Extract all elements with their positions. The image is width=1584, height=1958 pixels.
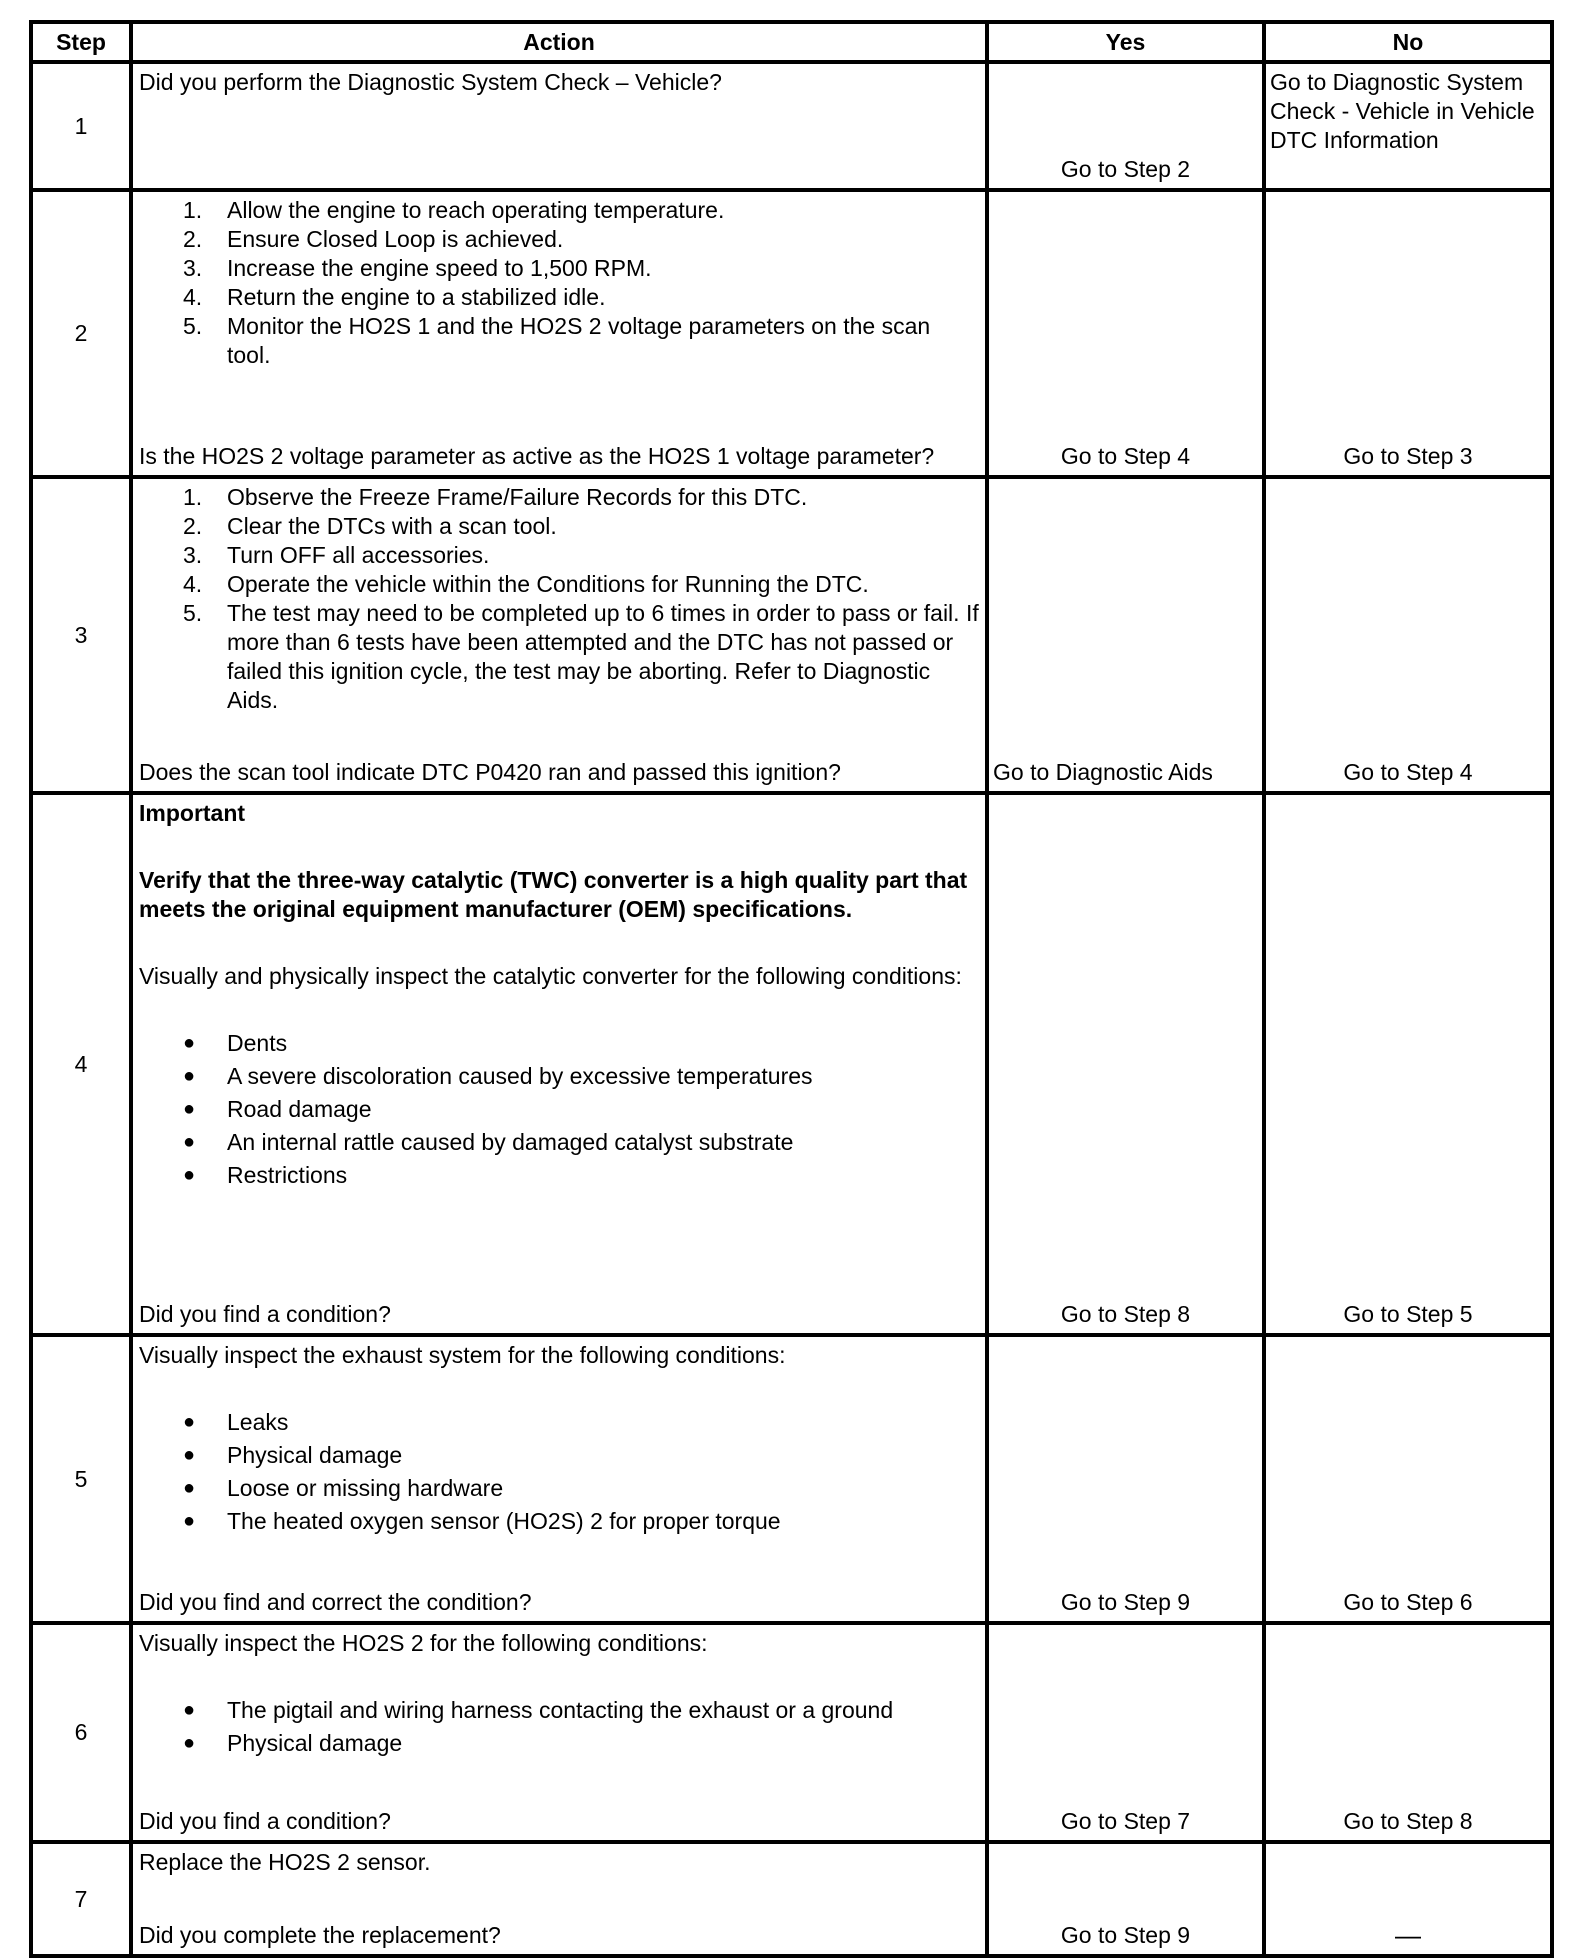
list-item: 4. Return the engine to a stabilized idle. <box>183 284 606 310</box>
action-cell <box>131 1335 987 1623</box>
list-item: ● Restrictions <box>183 1162 348 1188</box>
list-item: ● An internal rattle caused by damaged catalyst substrate <box>183 1129 794 1155</box>
diagnostic-table <box>29 20 1554 1958</box>
step-number: 7 <box>31 1842 131 1956</box>
yes-cell: Go to Step 9 <box>987 1335 1264 1623</box>
list-item: 1. Observe the Freeze Frame/Failure Records for this DTC. <box>183 484 808 510</box>
header-no: No <box>1264 22 1552 62</box>
action-cell <box>131 62 987 190</box>
intro-text: Visually inspect the HO2S 2 for the following conditions: <box>139 1630 708 1656</box>
list-item: 3. Increase the engine speed to 1,500 RPM. <box>183 255 652 281</box>
question-text: Did you find a condition? <box>139 1301 391 1327</box>
no-cell: — <box>1264 1842 1552 1956</box>
header-row <box>31 22 1552 62</box>
list-item: 4. Operate the vehicle within the Conditions for Running the DTC. <box>183 571 869 597</box>
table-row <box>31 1335 1552 1623</box>
list-item: ● Dents <box>183 1030 288 1056</box>
table-row <box>31 793 1552 1335</box>
no-cell: Go to Step 4 <box>1264 477 1552 793</box>
header-yes: Yes <box>987 22 1264 62</box>
step-number: 5 <box>31 1335 131 1623</box>
question-text: Did you perform the Diagnostic System Check – Vehicle? <box>139 69 722 95</box>
action-cell <box>131 477 987 793</box>
list-item: ● Leaks <box>183 1409 289 1435</box>
yes-cell: Go to Step 4 <box>987 190 1264 477</box>
table-row <box>31 62 1552 190</box>
question-text: Did you find a condition? <box>139 1808 391 1834</box>
question-text: Did you find and correct the condition? <box>139 1589 532 1615</box>
table-row <box>31 477 1552 793</box>
important-label: Important <box>139 800 246 826</box>
yes-cell: Go to Step 7 <box>987 1623 1264 1842</box>
action-cell <box>131 1623 987 1842</box>
step-number: 3 <box>31 477 131 793</box>
step-number: 2 <box>31 190 131 477</box>
list-item: 5. The test may need to be completed up to 6 times in order to pass or fail. If more than 6 tests have been attempted and the DTC has not passed or failed this ignition cycle, the test may be aborting. Refer to Diagnostic Aids. <box>183 600 979 713</box>
list-item: 1. Allow the engine to reach operating temperature. <box>183 197 725 223</box>
no-cell: Go to Step 8 <box>1264 1623 1552 1842</box>
header-action: Action <box>131 22 987 62</box>
no-cell: Go to Step 6 <box>1264 1335 1552 1623</box>
yes-cell: Go to Step 9 <box>987 1842 1264 1956</box>
action-cell <box>131 1842 987 1956</box>
step-number: 6 <box>31 1623 131 1842</box>
no-cell: Go to Diagnostic System Check - Vehicle in Vehicle DTC Information <box>1264 62 1552 190</box>
action-cell <box>131 793 987 1335</box>
list-item: ● A severe discoloration caused by excessive temperatures <box>183 1063 813 1089</box>
procedure-list <box>139 483 979 715</box>
list-item: 5. Monitor the HO2S 1 and the HO2S 2 voltage parameters on the scan tool. <box>183 313 931 368</box>
table-row <box>31 1623 1552 1842</box>
list-item: ● Loose or missing hardware <box>183 1475 504 1501</box>
step-number: 4 <box>31 793 131 1335</box>
list-item: 2. Ensure Closed Loop is achieved. <box>183 226 564 252</box>
condition-list <box>139 1696 979 1758</box>
yes-cell: Go to Diagnostic Aids <box>987 477 1264 793</box>
question-text: Does the scan tool indicate DTC P0420 ran and passed this ignition? <box>139 759 841 785</box>
list-item: 2. Clear the DTCs with a scan tool. <box>183 513 557 539</box>
list-item: 3. Turn OFF all accessories. <box>183 542 490 568</box>
important-text: Verify that the three-way catalytic (TWC) converter is a high quality part that meets the original equipment manufacturer (OEM) specifications. <box>139 867 968 922</box>
intro-text: Visually and physically inspect the catalytic converter for the following conditions: <box>139 963 962 989</box>
condition-list <box>139 1029 979 1190</box>
no-cell: Go to Step 3 <box>1264 190 1552 477</box>
action-cell <box>131 190 987 477</box>
table-row <box>31 190 1552 477</box>
yes-cell: Go to Step 8 <box>987 793 1264 1335</box>
list-item: ● The heated oxygen sensor (HO2S) 2 for proper torque <box>183 1508 781 1534</box>
list-item: ● Physical damage <box>183 1442 403 1468</box>
list-item: ● Road damage <box>183 1096 372 1122</box>
procedure-list <box>139 196 979 370</box>
yes-cell: Go to Step 2 <box>987 62 1264 190</box>
list-item: ● The pigtail and wiring harness contacting the exhaust or a ground <box>183 1697 894 1723</box>
intro-text: Replace the HO2S 2 sensor. <box>139 1849 431 1875</box>
step-number: 1 <box>31 62 131 190</box>
question-text: Is the HO2S 2 voltage parameter as active as the HO2S 1 voltage parameter? <box>139 443 935 469</box>
question-text: Did you complete the replacement? <box>139 1922 501 1948</box>
list-item: ● Physical damage <box>183 1730 403 1756</box>
no-cell: Go to Step 5 <box>1264 793 1552 1335</box>
header-step: Step <box>31 22 131 62</box>
intro-text: Visually inspect the exhaust system for the following conditions: <box>139 1342 786 1368</box>
table-row <box>31 1842 1552 1956</box>
condition-list <box>139 1408 979 1536</box>
